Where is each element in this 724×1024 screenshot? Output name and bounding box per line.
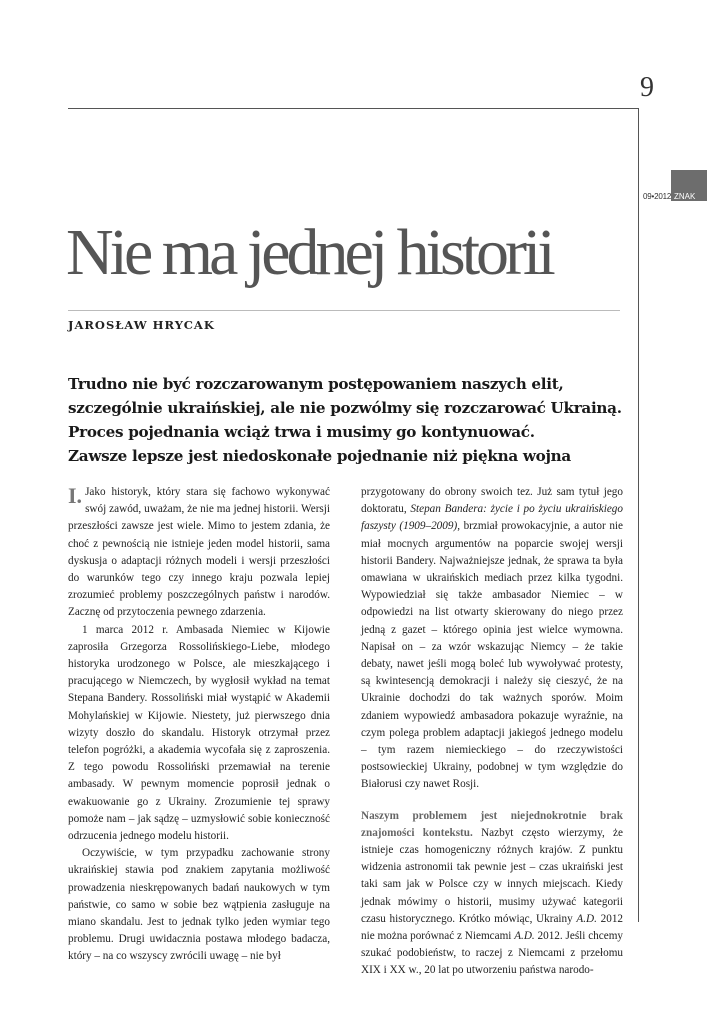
lead-line: Proces pojednania wciąż trwa i musimy go kontynuować. xyxy=(68,423,535,441)
section-highlight: Naszym problemem jest niejednokrotnie brak znajomości kontekstu. xyxy=(361,809,623,839)
left-column xyxy=(68,484,330,966)
lead-line: szczególnie ukraińskiej, ale nie pozwólmy się rozczarować Ukrainą. xyxy=(68,399,622,417)
paragraph xyxy=(68,484,330,622)
paragraph-text: przygotowany do obrony swoich tez. Już sam tytuł jego doktoratu, xyxy=(361,486,623,516)
paragraph xyxy=(361,484,623,794)
paragraph: Oczywiście, w tym przypadku zachowanie strony ukraińskiej stawia pod znakiem zapytania możliwość prowadzenia nieskrępowanych badań naukowych w tym państwie, co samo w sobie bez wątpienia zasługuje na miano skandalu. Jest to jednak tylko jeden wymiar tego problemu. Drugi uwidacznia postawa młodego badacza, który – na co wszyscy zwrócili uwagę – nie był xyxy=(68,847,330,963)
top-rule xyxy=(68,108,639,109)
paragraph-gap xyxy=(361,794,623,808)
article-title: Nie ma jednej historii xyxy=(66,216,552,289)
paragraph: 1 marca 2012 r. Ambasada Niemiec w Kijowie zaprosiła Grzegorza Rossolińskiego-Liebe, młodego historyka urodzonego w Polsce, ale mieszkającego i pracującego w Niemczech, by wygłosił wykład na temat Stepana Bandery. Rossoliński miał wystąpić w Akademii Mohylańskiej w Kijowie. Niestety, już pierwszego dnia wizyty doszło do skandalu. Historyk otrzymał przez telefon pogróżki, a akademia wycofała się z zaproszenia. Z tego powodu Rossoliński przemawiał na terenie ambasady. W pewnym momencie poprosił jednak o ewakuowanie go z Ukrainy. Zrozumienie tej sprawy pomoże nam – jak sądzę – uzmysłowić sobie konieczność odrzucenia jednego modelu historii. xyxy=(68,623,330,843)
issue-magazine: ZNAK xyxy=(674,192,696,201)
lead-line: Zawsze lepsze jest niedoskonałe pojednanie niż piękna wojna xyxy=(68,447,571,465)
paragraph-text: , brzmiał prowokacyjnie, a autor nie miał mocnych argumentów na poparcie swojej wersji historii Bandery. Najważniejsze jednak, że sprawa ta była omawiana w ukraińskich mediach przez kilka tygodni. Wypowiedział się także ambasador Niemiec – w odpowiedzi na list otwarty skierowany do niego przez jedną z gazet – którego opinia jest wielce wymowna. Napisał on – za wzór wskazując Niemcy – że takie debaty, nawet jeśli mogą boleć lub wywoływać protesty, są kwintesencją demokracji i należy się cieszyć, że na Ukrainie dochodzi do tak ważnych sporów. Moim zdaniem wypowiedź ambasadora pokazuje wyraźnie, na czym polega problem adaptacji jakiegoś jednego modelu – tym razem niemieckiego – do rzeczywistości postsowieckiej Ukrainy, podobnej w tym względzie do Białorusi czy nawet Rosji. xyxy=(361,520,623,791)
author-name: JAROSŁAW HRYCAK xyxy=(68,318,215,332)
paragraph-text: 2012 nie można porównać z Niemcami xyxy=(361,912,624,943)
paragraph xyxy=(361,808,623,980)
right-column xyxy=(361,484,623,980)
paragraph-text: 2012. Jeśli chcemy szukać podobieństw, to raczej z Niemcami z przełomu XIX i XX w., 20 lat po utworzeniu państwa narodo- xyxy=(361,930,623,977)
lead-paragraph xyxy=(68,372,628,468)
page-number: 9 xyxy=(640,72,654,103)
lead-line: Trudno nie być rozczarowanym postępowaniem naszych elit, xyxy=(68,375,564,393)
issue-date: 09•2012 xyxy=(643,192,672,201)
era-abbrev: A.D. xyxy=(514,930,535,943)
paragraph-text: Jako historyk, który stara się fachowo wykonywać swój zawód, uważam, że nie ma jednej historii. Wersji przeszłości zawsze jest wiele. Mimo to jestem zdania, że choć z pewnością nie istnieje jeden model historii, sama dyskusja o adaptacji różnych modeli i wersji przeszłości do warunków tego czy innego kraju pozwala lepiej zrozumieć problemy poszczególnych państw i narodów. Zacznę od przytoczenia pewnego zdarzenia. xyxy=(68,486,330,619)
drop-cap: I. xyxy=(68,483,83,508)
author-rule xyxy=(68,310,620,311)
paragraph-text: Nazbyt często wierzymy, że istnieje czas homogeniczny różnych krajów. Z punktu widzenia astronomii tak pewnie jest – czas ukraiński jest taki sam jak w Polsce czy w innych miejscach. Kiedy jednak mówimy o historii, musimy używać kategorii czasu historycznego. Krótko mówiąc, Ukrainy xyxy=(361,826,623,925)
book-title: Stepan Bandera: życie i po życiu ukraińskiego faszysty (1909–2009) xyxy=(361,503,623,533)
era-abbrev: A.D. xyxy=(576,912,597,925)
side-rule xyxy=(638,108,639,922)
